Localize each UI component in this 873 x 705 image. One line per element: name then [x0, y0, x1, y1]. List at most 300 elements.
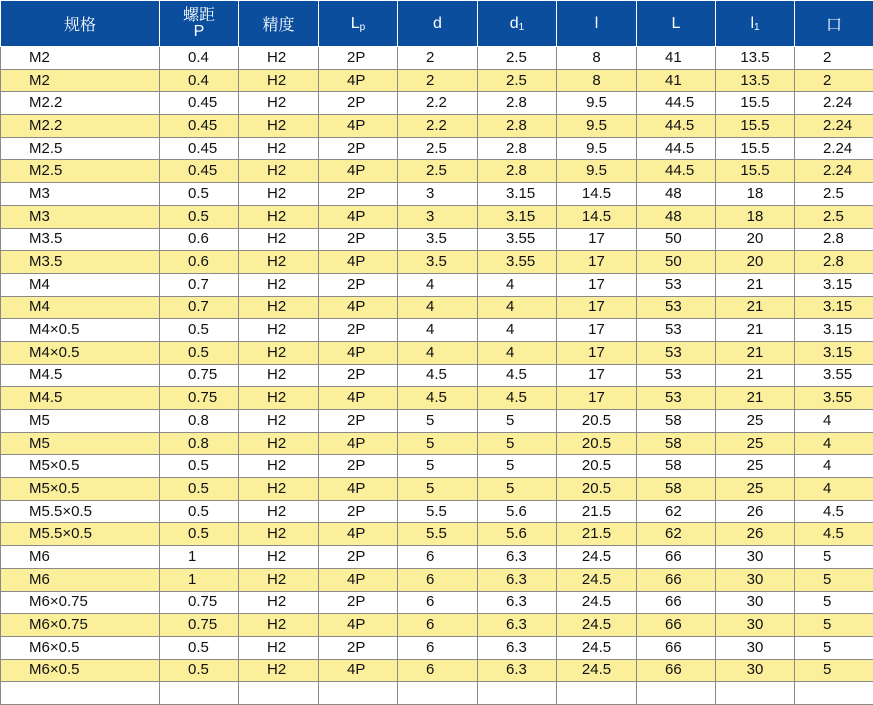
table-cell-col-l1: 21 — [716, 341, 795, 364]
table-cell-col-l: 24.5 — [557, 591, 637, 614]
header-col-spec — [1, 1, 160, 47]
table-row — [1, 546, 873, 569]
table-cell-col-l1: 18 — [716, 205, 795, 228]
header-label: d — [433, 15, 442, 32]
table-cell-col-L: 41 — [637, 69, 716, 92]
table-cell-col-lp: 4P — [319, 387, 398, 410]
table-cell-col-pitch: 0.5 — [160, 319, 239, 342]
table-cell-col-precision: H2 — [239, 296, 319, 319]
table-cell-col-precision: H2 — [239, 47, 319, 70]
table-cell-col-spec: M2 — [1, 69, 160, 92]
table-row — [1, 659, 873, 682]
table-cell-col-spec: M2 — [1, 47, 160, 70]
table-cell-col-d1: 4 — [478, 341, 557, 364]
table-row — [1, 432, 873, 455]
table-cell-col-L: 53 — [637, 387, 716, 410]
table-cell-col-precision: H2 — [239, 523, 319, 546]
table-cell-col-precision: H2 — [239, 478, 319, 501]
table-row — [1, 183, 873, 206]
table-cell-col-pitch: 0.8 — [160, 410, 239, 433]
table-cell-col-spec: M5.5×0.5 — [1, 523, 160, 546]
table-cell-col-d: 2 — [398, 47, 478, 70]
table-cell-col-lp: 2P — [319, 273, 398, 296]
table-cell-col-l1: 15.5 — [716, 115, 795, 138]
table-cell-col-precision: H2 — [239, 319, 319, 342]
table-cell-col-d1: 2.5 — [478, 47, 557, 70]
table-cell-col-L: 66 — [637, 659, 716, 682]
table-cell-col-precision: H2 — [239, 69, 319, 92]
table-cell-col-spec: M2.5 — [1, 160, 160, 183]
table-cell-col-pitch: 0.5 — [160, 341, 239, 364]
table-cell-col-l: 14.5 — [557, 205, 637, 228]
table-cell-col-spec: M6×0.75 — [1, 591, 160, 614]
table-cell-col-l: 9.5 — [557, 137, 637, 160]
table-row — [1, 500, 873, 523]
table-row — [1, 137, 873, 160]
table-row — [1, 341, 873, 364]
table-cell-col-pitch: 0.7 — [160, 273, 239, 296]
header-sublabel: P — [160, 24, 238, 40]
table-cell-col-l: 17 — [557, 273, 637, 296]
table-cell-col-pitch: 0.45 — [160, 137, 239, 160]
table-cell-col-d: 4.5 — [398, 387, 478, 410]
table-cell-col-lp: 4P — [319, 614, 398, 637]
table-cell-col-l1 — [716, 682, 795, 705]
table-cell-col-L: 53 — [637, 341, 716, 364]
table-cell-col-precision: H2 — [239, 251, 319, 274]
table-cell-col-l1: 30 — [716, 659, 795, 682]
table-cell-col-precision: H2 — [239, 205, 319, 228]
table-cell-col-square: 3.55 — [795, 364, 873, 387]
table-cell-col-l: 8 — [557, 69, 637, 92]
table-cell-col-L: 62 — [637, 523, 716, 546]
table-cell-col-lp: 2P — [319, 591, 398, 614]
table-cell-col-l1: 21 — [716, 273, 795, 296]
header-label: L — [672, 15, 681, 32]
table-cell-col-d1: 6.3 — [478, 636, 557, 659]
table-cell-col-l: 20.5 — [557, 455, 637, 478]
table-cell-col-d: 5 — [398, 455, 478, 478]
table-cell-col-precision: H2 — [239, 500, 319, 523]
table-cell-col-d1: 5.6 — [478, 500, 557, 523]
table-cell-col-l1: 21 — [716, 319, 795, 342]
table-cell-col-precision: H2 — [239, 568, 319, 591]
table-cell-col-l1: 21 — [716, 387, 795, 410]
table-row — [1, 69, 873, 92]
table-cell-col-spec: M5×0.5 — [1, 478, 160, 501]
table-cell-col-spec: M5.5×0.5 — [1, 500, 160, 523]
table-cell-col-lp: 4P — [319, 205, 398, 228]
table-cell-col-l: 8 — [557, 47, 637, 70]
table-cell-col-square: 4 — [795, 478, 873, 501]
table-row — [1, 614, 873, 637]
table-cell-col-precision: H2 — [239, 614, 319, 637]
table-cell-col-d1: 4 — [478, 296, 557, 319]
table-cell-col-precision: H2 — [239, 92, 319, 115]
table-cell-col-d1: 3.15 — [478, 205, 557, 228]
table-cell-col-pitch: 0.45 — [160, 92, 239, 115]
table-cell-col-square: 3.55 — [795, 387, 873, 410]
table-cell-col-l1: 30 — [716, 636, 795, 659]
table-cell-col-d: 6 — [398, 568, 478, 591]
table-cell-col-L: 44.5 — [637, 115, 716, 138]
header-col-precision — [239, 1, 319, 47]
table-cell-col-pitch: 0.75 — [160, 614, 239, 637]
table-cell-col-pitch: 0.8 — [160, 432, 239, 455]
table-cell-col-d1: 5 — [478, 410, 557, 433]
table-cell-col-d1: 2.8 — [478, 160, 557, 183]
table-cell-col-d: 4 — [398, 296, 478, 319]
table-cell-col-l1: 25 — [716, 410, 795, 433]
table-cell-col-pitch: 0.5 — [160, 659, 239, 682]
table-cell-col-d: 5 — [398, 410, 478, 433]
table-cell-col-l: 17 — [557, 251, 637, 274]
table-cell-col-precision: H2 — [239, 636, 319, 659]
table-cell-col-L: 53 — [637, 273, 716, 296]
table-cell-col-spec: M3 — [1, 183, 160, 206]
table-cell-col-l1: 25 — [716, 455, 795, 478]
table-cell-col-d: 6 — [398, 659, 478, 682]
table-cell-col-square: 2.8 — [795, 251, 873, 274]
table-cell-col-spec: M4×0.5 — [1, 341, 160, 364]
table-cell-col-spec: M3.5 — [1, 228, 160, 251]
table-cell-col-d: 6 — [398, 614, 478, 637]
table-row — [1, 387, 873, 410]
table-row — [1, 205, 873, 228]
table-cell-col-L: 44.5 — [637, 160, 716, 183]
table-cell-col-lp: 2P — [319, 455, 398, 478]
table-cell-col-d: 4 — [398, 341, 478, 364]
table-cell-col-d1: 2.8 — [478, 115, 557, 138]
table-cell-col-pitch — [160, 682, 239, 705]
table-cell-col-lp: 4P — [319, 296, 398, 319]
header-col-l — [557, 1, 637, 47]
table-cell-col-d1: 2.8 — [478, 92, 557, 115]
table-cell-col-square: 2.24 — [795, 115, 873, 138]
table-cell-col-lp: 4P — [319, 659, 398, 682]
table-cell-col-d1: 5 — [478, 455, 557, 478]
table-cell-col-lp: 4P — [319, 523, 398, 546]
table-cell-col-l1: 30 — [716, 591, 795, 614]
table-cell-col-l: 24.5 — [557, 614, 637, 637]
table-cell-col-d1: 4.5 — [478, 387, 557, 410]
table-cell-col-d1 — [478, 682, 557, 705]
table-cell-col-lp: 2P — [319, 546, 398, 569]
table-cell-col-L: 58 — [637, 478, 716, 501]
table-cell-col-l: 21.5 — [557, 523, 637, 546]
table-cell-col-L: 66 — [637, 636, 716, 659]
header-label: l — [595, 15, 599, 32]
table-cell-col-pitch: 0.45 — [160, 115, 239, 138]
table-row — [1, 251, 873, 274]
table-cell-col-square: 2.24 — [795, 92, 873, 115]
table-cell-col-d1: 4 — [478, 273, 557, 296]
table-cell-col-d1: 5 — [478, 478, 557, 501]
table-cell-col-lp: 4P — [319, 251, 398, 274]
table-cell-col-d1: 6.3 — [478, 568, 557, 591]
table-cell-col-spec: M4×0.5 — [1, 319, 160, 342]
table-cell-col-square: 4 — [795, 432, 873, 455]
table-cell-col-d: 2.2 — [398, 115, 478, 138]
table-row — [1, 455, 873, 478]
table-cell-col-d1: 6.3 — [478, 546, 557, 569]
table-row — [1, 115, 873, 138]
table-cell-col-precision: H2 — [239, 410, 319, 433]
table-cell-col-precision: H2 — [239, 115, 319, 138]
table-cell-col-L: 44.5 — [637, 92, 716, 115]
table-row — [1, 296, 873, 319]
table-cell-col-spec: M5 — [1, 410, 160, 433]
table-cell-col-d1: 3.55 — [478, 251, 557, 274]
table-cell-col-precision: H2 — [239, 273, 319, 296]
table-cell-col-pitch: 0.5 — [160, 523, 239, 546]
table-cell-col-L: 44.5 — [637, 137, 716, 160]
table-cell-col-pitch: 0.5 — [160, 636, 239, 659]
table-cell-col-d: 5.5 — [398, 523, 478, 546]
table-row — [1, 636, 873, 659]
table-cell-col-pitch: 0.5 — [160, 500, 239, 523]
table-cell-col-d: 5.5 — [398, 500, 478, 523]
table-cell-col-l1: 30 — [716, 568, 795, 591]
table-cell-col-pitch: 1 — [160, 546, 239, 569]
table-cell-col-d: 3.5 — [398, 251, 478, 274]
table-cell-col-d: 6 — [398, 591, 478, 614]
table-cell-col-lp: 4P — [319, 478, 398, 501]
table-cell-col-square: 5 — [795, 636, 873, 659]
table-cell-col-square: 2.5 — [795, 183, 873, 206]
table-cell-col-square: 2.8 — [795, 228, 873, 251]
table-cell-col-square: 2 — [795, 69, 873, 92]
table-cell-col-l1: 21 — [716, 364, 795, 387]
table-cell-col-square: 4 — [795, 410, 873, 433]
table-cell-col-L: 50 — [637, 228, 716, 251]
header-label: 规格 — [64, 17, 96, 34]
table-cell-col-d: 6 — [398, 636, 478, 659]
table-cell-col-lp: 4P — [319, 568, 398, 591]
table-row — [1, 410, 873, 433]
table-cell-col-pitch: 0.75 — [160, 591, 239, 614]
header-col-L — [637, 1, 716, 47]
header-row — [1, 1, 873, 47]
header-col-lp — [319, 1, 398, 47]
table-cell-col-l: 17 — [557, 387, 637, 410]
table-cell-col-pitch: 0.5 — [160, 455, 239, 478]
table-cell-col-l: 24.5 — [557, 568, 637, 591]
table-cell-col-l1: 15.5 — [716, 160, 795, 183]
table-cell-col-d: 6 — [398, 546, 478, 569]
table-cell-col-pitch: 0.4 — [160, 47, 239, 70]
table-cell-col-spec: M6×0.75 — [1, 614, 160, 637]
table-cell-col-d1: 3.55 — [478, 228, 557, 251]
table-cell-col-L: 58 — [637, 432, 716, 455]
header-subscript: p — [360, 22, 366, 33]
table-cell-col-lp: 2P — [319, 319, 398, 342]
table-cell-col-d: 4 — [398, 273, 478, 296]
table-cell-col-l1: 13.5 — [716, 69, 795, 92]
header-col-d — [398, 1, 478, 47]
table-cell-col-l: 17 — [557, 296, 637, 319]
header-label: 口 — [826, 17, 842, 34]
table-cell-col-precision: H2 — [239, 364, 319, 387]
table-cell-col-pitch: 0.5 — [160, 478, 239, 501]
table-cell-col-lp: 4P — [319, 160, 398, 183]
table-cell-col-lp: 2P — [319, 47, 398, 70]
table-cell-col-spec: M3 — [1, 205, 160, 228]
table-cell-col-precision: H2 — [239, 183, 319, 206]
table-cell-col-d — [398, 682, 478, 705]
header-col-pitch — [160, 1, 239, 47]
table-cell-col-L: 48 — [637, 183, 716, 206]
header-col-square — [795, 1, 873, 47]
table-cell-col-lp: 2P — [319, 500, 398, 523]
table-cell-col-d1: 2.8 — [478, 137, 557, 160]
table-cell-col-precision: H2 — [239, 546, 319, 569]
table-cell-col-precision: H2 — [239, 455, 319, 478]
table-row — [1, 273, 873, 296]
table-cell-col-lp: 2P — [319, 364, 398, 387]
table-body — [1, 47, 873, 705]
table-cell-col-d1: 5 — [478, 432, 557, 455]
table-row — [1, 478, 873, 501]
table-cell-col-square: 4 — [795, 455, 873, 478]
table-cell-col-spec: M6×0.5 — [1, 659, 160, 682]
table-cell-col-lp: 2P — [319, 228, 398, 251]
table-row — [1, 319, 873, 342]
table-cell-col-L — [637, 682, 716, 705]
table-cell-col-spec: M4 — [1, 296, 160, 319]
table-cell-col-l1: 26 — [716, 500, 795, 523]
table-cell-col-l1: 30 — [716, 546, 795, 569]
table-cell-col-square: 3.15 — [795, 296, 873, 319]
table-cell-col-lp: 2P — [319, 636, 398, 659]
header-col-l1 — [716, 1, 795, 47]
table-cell-col-L: 66 — [637, 568, 716, 591]
table-cell-col-square: 3.15 — [795, 319, 873, 342]
table-cell-col-l1: 13.5 — [716, 47, 795, 70]
table-cell-col-pitch: 0.6 — [160, 228, 239, 251]
table-cell-col-L: 58 — [637, 455, 716, 478]
table-cell-col-spec: M2.2 — [1, 92, 160, 115]
table-cell-col-square: 4.5 — [795, 500, 873, 523]
table-cell-col-spec: M6 — [1, 546, 160, 569]
table-cell-col-d: 4 — [398, 319, 478, 342]
table-row — [1, 591, 873, 614]
table-cell-col-L: 48 — [637, 205, 716, 228]
table-cell-col-l1: 15.5 — [716, 137, 795, 160]
table-cell-col-l: 20.5 — [557, 410, 637, 433]
table-cell-col-spec: M2.2 — [1, 115, 160, 138]
table-cell-col-lp: 4P — [319, 432, 398, 455]
table-cell-col-L: 53 — [637, 296, 716, 319]
header-label: d — [510, 15, 519, 32]
table-cell-col-L: 66 — [637, 591, 716, 614]
table-cell-col-l1: 18 — [716, 183, 795, 206]
table-cell-col-l: 9.5 — [557, 115, 637, 138]
table-cell-col-l: 9.5 — [557, 92, 637, 115]
table-cell-col-precision: H2 — [239, 137, 319, 160]
table-cell-col-l: 17 — [557, 341, 637, 364]
table-cell-col-precision — [239, 682, 319, 705]
table-cell-col-d: 2 — [398, 69, 478, 92]
header-label: l — [750, 15, 754, 32]
table-cell-col-d1: 3.15 — [478, 183, 557, 206]
table-cell-col-pitch: 0.75 — [160, 364, 239, 387]
table-cell-col-l1: 30 — [716, 614, 795, 637]
table-cell-col-L: 58 — [637, 410, 716, 433]
table-cell-col-l: 24.5 — [557, 636, 637, 659]
table-cell-col-lp: 2P — [319, 137, 398, 160]
table-cell-col-spec: M2.5 — [1, 137, 160, 160]
table-cell-col-l1: 25 — [716, 478, 795, 501]
table-cell-col-l: 17 — [557, 364, 637, 387]
table-cell-col-spec: M4.5 — [1, 364, 160, 387]
table-cell-col-precision: H2 — [239, 228, 319, 251]
table-cell-col-lp: 4P — [319, 115, 398, 138]
table-cell-col-l1: 15.5 — [716, 92, 795, 115]
table-cell-col-square: 3.15 — [795, 341, 873, 364]
table-cell-col-precision: H2 — [239, 160, 319, 183]
table-cell-col-square: 4.5 — [795, 523, 873, 546]
table-cell-col-square: 5 — [795, 546, 873, 569]
table-row — [1, 160, 873, 183]
table-cell-col-l: 20.5 — [557, 432, 637, 455]
table-cell-col-square: 2.24 — [795, 160, 873, 183]
table-cell-col-square: 2 — [795, 47, 873, 70]
table-cell-col-lp — [319, 682, 398, 705]
table-cell-col-L: 66 — [637, 546, 716, 569]
table-cell-col-lp: 2P — [319, 183, 398, 206]
table-cell-col-d1: 4 — [478, 319, 557, 342]
table-cell-col-square: 5 — [795, 591, 873, 614]
table-cell-col-square: 3.15 — [795, 273, 873, 296]
table-cell-col-lp: 2P — [319, 410, 398, 433]
table-cell-col-pitch: 0.4 — [160, 69, 239, 92]
table-cell-col-l: 17 — [557, 319, 637, 342]
table-row — [1, 682, 873, 705]
table-cell-col-d: 3 — [398, 205, 478, 228]
table-cell-col-lp: 4P — [319, 69, 398, 92]
table-cell-col-l: 24.5 — [557, 659, 637, 682]
table-cell-col-pitch: 1 — [160, 568, 239, 591]
table-cell-col-precision: H2 — [239, 387, 319, 410]
table-cell-col-square — [795, 682, 873, 705]
table-cell-col-L: 50 — [637, 251, 716, 274]
table-cell-col-L: 66 — [637, 614, 716, 637]
table-cell-col-d: 4.5 — [398, 364, 478, 387]
table-cell-col-L: 53 — [637, 364, 716, 387]
header-label: 螺距 — [160, 8, 238, 24]
table-cell-col-square: 5 — [795, 614, 873, 637]
table-cell-col-lp: 2P — [319, 92, 398, 115]
table-row — [1, 523, 873, 546]
table-cell-col-pitch: 0.75 — [160, 387, 239, 410]
table-cell-col-l1: 20 — [716, 228, 795, 251]
table-cell-col-d: 5 — [398, 478, 478, 501]
table-row — [1, 364, 873, 387]
table-cell-col-l1: 26 — [716, 523, 795, 546]
table-cell-col-spec: M3.5 — [1, 251, 160, 274]
table-cell-col-l1: 21 — [716, 296, 795, 319]
table-cell-col-precision: H2 — [239, 432, 319, 455]
table-cell-col-L: 62 — [637, 500, 716, 523]
table-cell-col-l — [557, 682, 637, 705]
table-cell-col-d: 2.2 — [398, 92, 478, 115]
header-subscript: 1 — [519, 22, 525, 33]
table-cell-col-l: 20.5 — [557, 478, 637, 501]
header-label: L — [351, 15, 360, 32]
table-cell-col-square: 2.5 — [795, 205, 873, 228]
table-cell-col-d1: 5.6 — [478, 523, 557, 546]
